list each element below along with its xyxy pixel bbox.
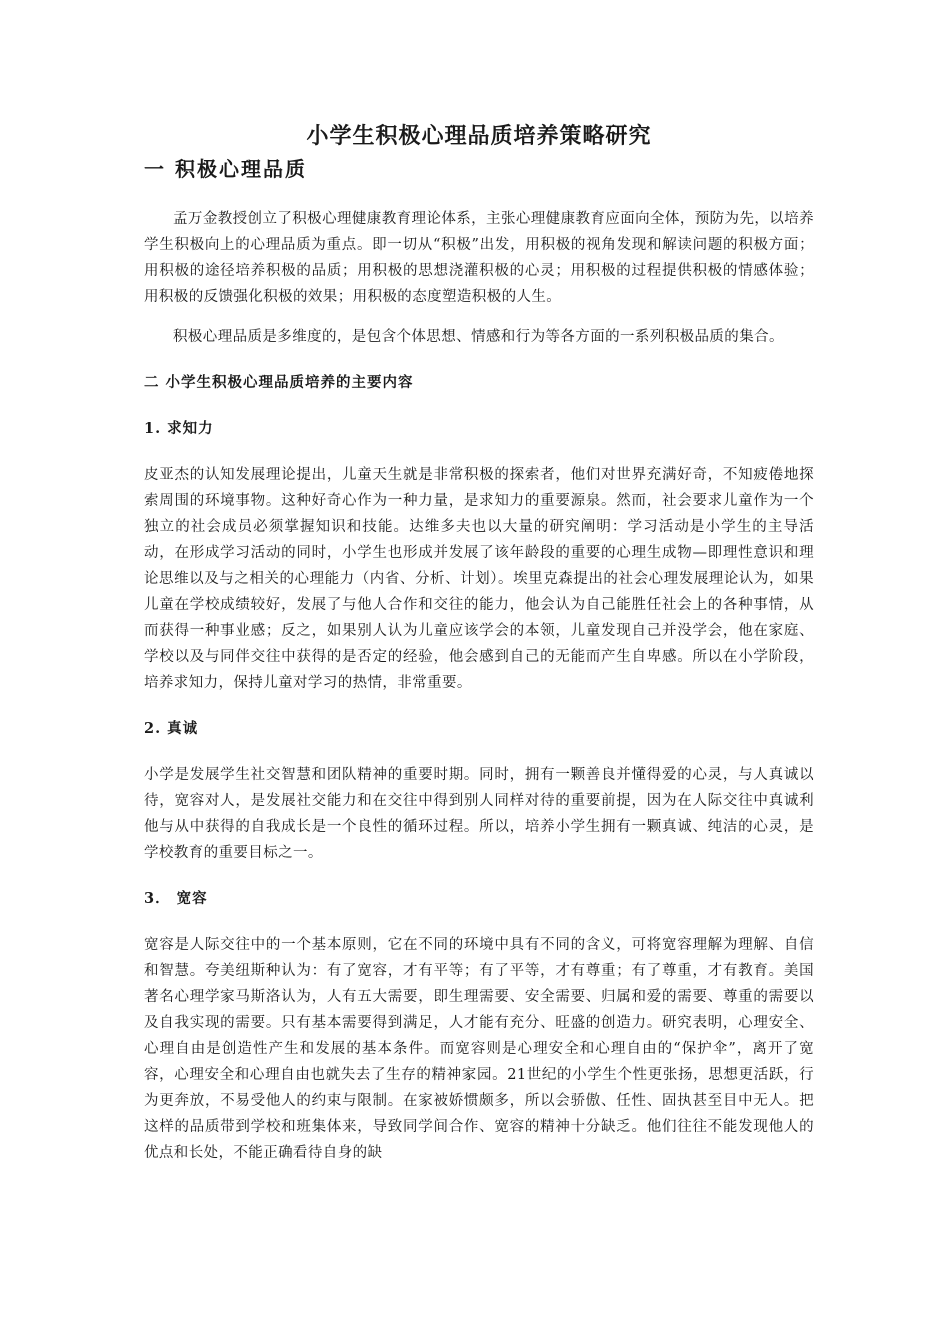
document-page	[144, 118, 814, 1166]
spacer	[144, 696, 814, 716]
spacer	[144, 742, 814, 762]
spacer	[144, 396, 814, 416]
section-1-paragraph-2: 积极心理品质是多维度的，是包含个体思想、情感和行为等各方面的一系列积极品质的集合。	[173, 329, 784, 345]
item-1-heading: 1. 求知力	[144, 420, 214, 437]
section-1-paragraph-1: 孟万金教授创立了积极心理健康教育理论体系，主张心理健康教育应面向全体，预防为先，以培养学生积极向上的心理品质为重点。即一切从“积极”出发，用积极的视角发现和解读问题的积极方面；用积极的途径培养积极的品质；用积极的思想浇灌积极的心灵；用积极的过程提供积极的情感体验；用积极的反馈强化积极的效果；用积极的态度塑造积极的人生。	[144, 211, 814, 305]
section-1-heading: 一 积极心理品质	[144, 157, 307, 181]
section-2-heading: 二 小学生积极心理品质培养的主要内容	[144, 374, 414, 391]
item-3-text: 宽容是人际交往中的一个基本原则，它在不同的环境中具有不同的含义，可将宽容理解为理解、自信和智慧。夸美纽斯种认为：有了宽容，才有平等；有了平等，才有尊重；有了尊重，才有教育。美国著名心理学家马斯洛认为，人有五大需要，即生理需要、安全需要、归属和爱的需要、尊重的需要以及自我实现的需要。只有基本需要得到满足，人才能有充分、旺盛的创造力。研究表明，心理安全、心理自由是创造性产生和发展的基本条件。而宽容则是心理安全和心理自由的“保护伞”，离开了宽容，心理安全和心理自由也就失去了生存的精神家园。21世纪的小学生个性更张扬，思想更活跃，行为更奔放，不易受他人的约束与限制。在家被娇惯颇多，所以会骄傲、任性、固执甚至目中无人。把这样的品质带到学校和班集体来，导致同学间合作、宽容的精神十分缺乏。他们往往不能发现他人的优点和长处，不能正确看待自身的缺	[144, 937, 814, 1161]
item-2-text: 小学是发展学生社交智慧和团队精神的重要时期。同时，拥有一颗善良并懂得爱的心灵，与人真诚以待，宽容对人，是发展社交能力和在交往中得到别人同样对待的重要前提，因为在人际交往中真诚利他与从中获得的自我成长是一个良性的循环过程。所以，培养小学生拥有一颗真诚、纯洁的心灵，是学校教育的重要目标之一。	[144, 767, 814, 861]
item-1-text: 皮亚杰的认知发展理论提出，儿童天生就是非常积极的探索者，他们对世界充满好奇，不知疲倦地探索周围的环境事物。这种好奇心作为一种力量，是求知力的重要源泉。然而，社会要求儿童作为一个独立的社会成员必须掌握知识和技能。达维多夫也以大量的研究阐明：学习活动是小学生的主导活动，在形成学习活动的同时，小学生也形成并发展了该年龄段的重要的心理生成物—即理性意识和理论思维以及与之相关的心理能力（内省、分析、计划）。埃里克森提出的社会心理发展理论认为，如果儿童在学校成绩较好，发展了与他人合作和交往的能力，他会认为自己能胜任社会上的各种事情，从而获得一种事业感；反之，如果别人认为儿童应该学会的本领，儿童发现自己并没学会，他在家庭、学校以及与同伴交往中获得的是否定的经验，他会感到自己的无能而产生自卑感。所以在小学阶段，培养求知力，保持儿童对学习的热情，非常重要。	[144, 467, 814, 691]
item-2-heading: 2. 真诚	[144, 720, 199, 737]
document-title: 小学生积极心理品质培养策略研究	[306, 123, 652, 149]
spacer	[144, 442, 814, 462]
spacer	[144, 350, 814, 370]
item-3-heading: 3． 宽容	[144, 890, 208, 907]
spacer	[144, 912, 814, 932]
spacer	[144, 310, 814, 324]
spacer	[144, 866, 814, 886]
